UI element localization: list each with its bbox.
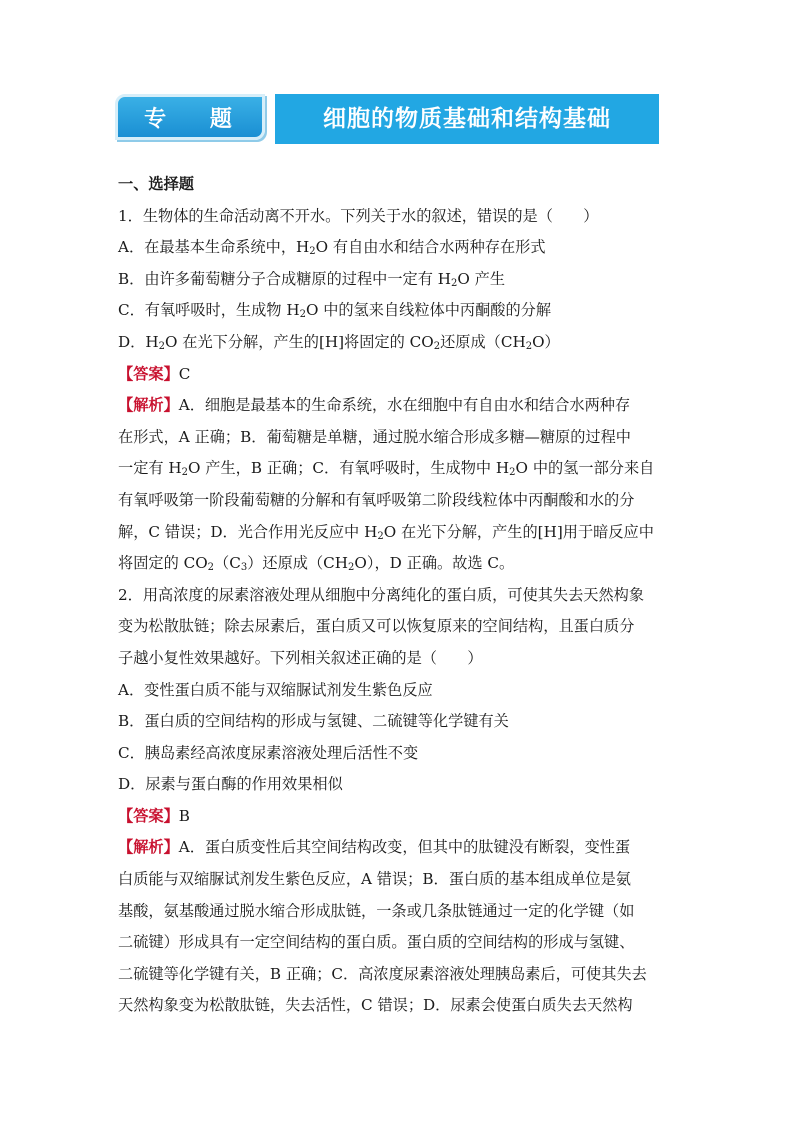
q2-stem: 子越小复性效果越好。下列相关叙述正确的是（ ）	[118, 648, 483, 667]
q2-analysis-line: 基酸，氨基酸通过脱水缩合形成肽链，一条或几条肽链通过一定的化学键（如	[118, 901, 635, 920]
q1-option-d: D．$H_2O$ 在光下分解，产生的[H]将固定的 $CO_2$还原成$(CH_2O)$	[118, 332, 560, 352]
q2-option-a: A．变性蛋白质不能与双缩脲试剂发生紫色反应	[118, 680, 433, 699]
answer-label: 【答案】	[118, 806, 179, 825]
q2-option-c: C．胰岛素经高浓度尿素溶液处理后活性不变	[118, 743, 419, 762]
q2-stem: 变为松散肽链；除去尿素后，蛋白质又可以恢复原来的空间结构，且蛋白质分	[118, 617, 635, 636]
q2-answer: 【答案】B	[118, 806, 190, 825]
q1-analysis-line: 有氧呼吸第一阶段葡萄糖的分解和有氧呼吸第二阶段线粒体中丙酮酸和水的分	[118, 490, 635, 509]
topic-banner	[115, 94, 659, 176]
answer-label: 【答案】	[118, 364, 179, 383]
analysis-label: 【解析】	[118, 396, 179, 415]
section-title: 一、选择题	[118, 175, 194, 193]
topic-tag: 专 题 一	[115, 94, 265, 140]
analysis-label: 【解析】	[118, 838, 179, 857]
q1-option-c: C．有氧呼吸时，生成物 $H_2O$ 中的氢来自线粒体中丙酮酸的分解	[118, 301, 552, 321]
q2-analysis-line: 白质能与双缩脲试剂发生紫色反应，A 错误；B．蛋白质的基本组成单位是氨	[118, 870, 631, 889]
topic-title: 细胞的物质基础和结构基础	[275, 94, 659, 144]
q1-analysis-line: 【解析】A．细胞是最基本的生命系统，水在细胞中有自由水和结合水两种存	[118, 396, 631, 415]
q1-option-a: A．在最基本生命系统中，$H_2O$ 有自由水和结合水两种存在形式	[118, 238, 546, 258]
q2-stem: 2．用高浓度的尿素溶液处理从细胞中分离纯化的蛋白质，可使其失去天然构象	[118, 585, 645, 604]
q2-analysis-line: 天然构象变为松散肽链，失去活性，C 错误；D．尿素会使蛋白质失去天然构	[118, 996, 633, 1015]
q1-analysis-line: 将固定的 $CO_2(C_3)$还原成$(CH_2O)$，D 正确。故选 C。	[118, 554, 515, 574]
q1-stem: 1．生物体的生命活动离不开水。下列关于水的叙述，错误的是（ ）	[118, 206, 599, 225]
q1-analysis-line: 解，C 错误；D．光合作用光反应中 $H_2O$ 在光下分解，产生的[H]用于暗反应中	[118, 522, 654, 542]
q1-analysis-line: 在形式，A 正确；B．葡萄糖是单糖，通过脱水缩合形成多糖—糖原的过程中	[118, 427, 631, 446]
document-body	[118, 172, 678, 1025]
q1-answer: 【答案】C	[118, 364, 191, 383]
q2-analysis-line: 二硫键等化学键有关，B 正确；C．高浓度尿素溶液处理胰岛素后，可使其失去	[118, 964, 647, 983]
q2-analysis-line: 二硫键）形成具有一定空间结构的蛋白质。蛋白质的空间结构的形成与氢键、	[118, 933, 635, 952]
q2-option-b: B．蛋白质的空间结构的形成与氢键、二硫键等化学键有关	[118, 712, 509, 731]
q2-option-d: D．尿素与蛋白酶的作用效果相似	[118, 775, 343, 794]
q1-analysis-line: 一定有 $H_2O$ 产生，B 正确；C．有氧呼吸时，生成物中 $H_2O$ 中的氢一部分来自	[118, 459, 655, 479]
q2-analysis-line: 【解析】A．蛋白质变性后其空间结构改变，但其中的肽键没有断裂，变性蛋	[118, 838, 631, 857]
q1-option-b: B．由许多葡萄糖分子合成糖原的过程中一定有 $H_2O$ 产生	[118, 269, 506, 289]
